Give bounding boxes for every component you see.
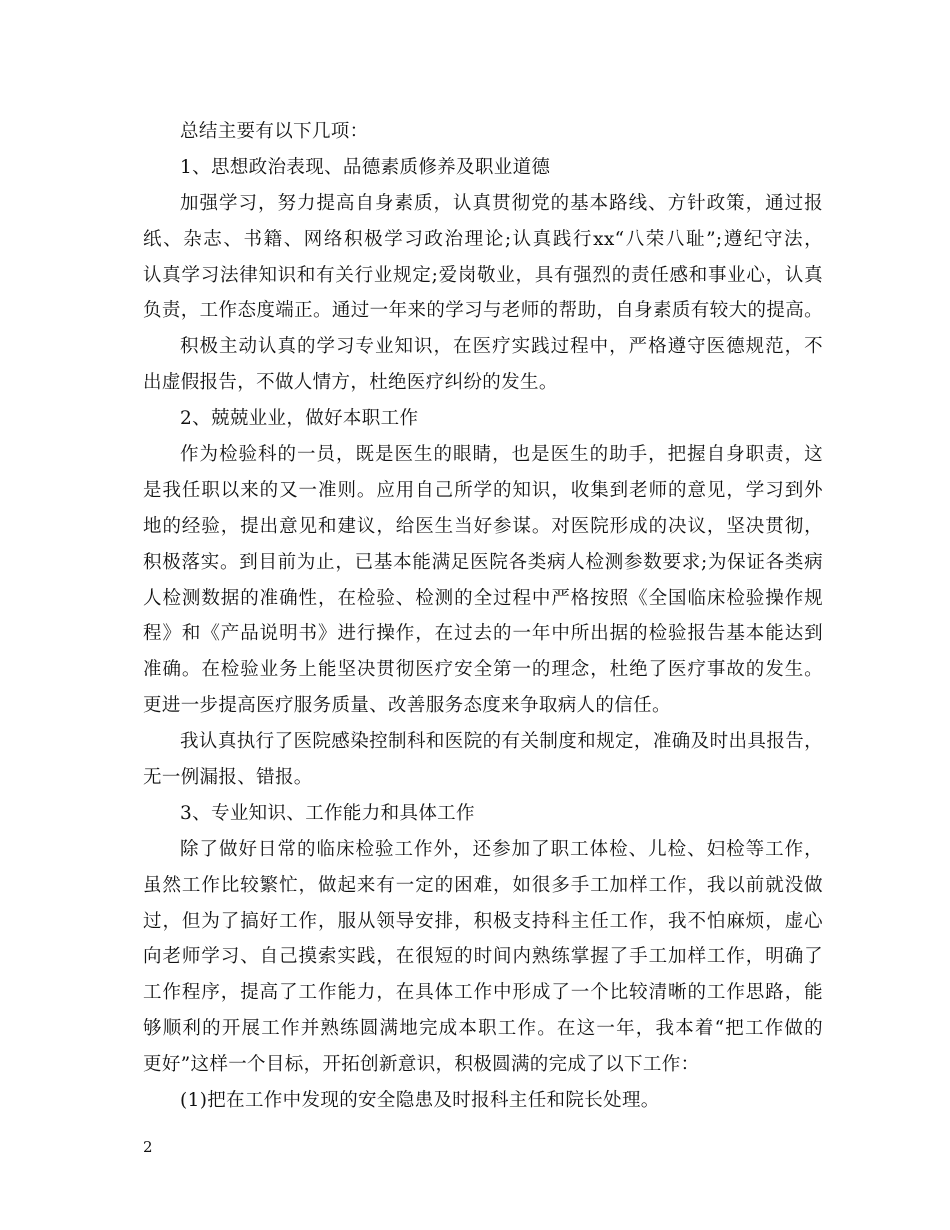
paragraph-line: 虽然工作比较繁忙，做起来有一定的困难，如很多手工加样工作，我以前就没做 [143,874,823,896]
paragraph-line: 除了做好日常的临床检验工作外，还参加了职工体检、儿检、妇检等工作， [180,838,823,860]
section-heading-1: 1、思想政治表现、品德素质修养及职业道德 [180,156,551,178]
paragraph-line: 无一例漏报、错报。 [143,767,313,789]
paragraph-line: 够顺利的开展工作并熟练圆满地完成本职工作。在这一年，我本着“把工作做的 [143,1018,823,1040]
paragraph-line: 准确。在检验业务上能坚决贯彻医疗安全第一的理念，杜绝了医疗事故的发生。 [143,659,823,681]
paragraph-line: 积极落实。到目前为止，已基本能满足医院各类病人检测参数要求;为保证各类病 [143,551,823,573]
paragraph-line: 人检测数据的准确性，在检验、检测的全过程中严格按照《全国临床检验操作规 [143,587,823,609]
paragraph-line: 地的经验，提出意见和建议，给医生当好参谋。对医院形成的决议，坚决贯彻， [143,515,823,537]
paragraph-line: 更进一步提高医疗服务质量、改善服务态度来争取病人的信任。 [143,695,671,717]
summary-intro-line: 总结主要有以下几项： [180,121,369,142]
paragraph-line: 程》和《产品说明书》进行操作，在过去的一年中所出据的检验报告基本能达到 [143,623,823,645]
document-body [143,114,823,1119]
paragraph-line: 积极主动认真的学习专业知识，在医疗实践过程中，严格遵守医德规范，不 [180,336,823,358]
paragraph-line: 更好”这样一个目标，开拓创新意识，积极圆满的完成了以下工作： [143,1054,700,1076]
paragraph-line: 向老师学习、自己摸索实践，在很短的时间内熟练掌握了手工加样工作，明确了 [143,946,823,968]
list-item: (1)把在工作中发现的安全隐患及时报科主任和院长处理。 [180,1090,660,1112]
paragraph-line: 认真学习法律知识和有关行业规定;爱岗敬业，具有强烈的责任感和事业心，认真 [143,264,823,286]
paragraph-line: 工作程序，提高了工作能力，在具体工作中形成了一个比较清晰的工作思路，能 [143,982,823,1004]
paragraph-line: 是我任职以来的又一准则。应用自己所学的知识，收集到老师的意见，学习到外 [143,479,823,501]
paragraph-line: 我认真执行了医院感染控制科和医院的有关制度和规定，准确及时出具报告， [180,731,823,753]
page-number: 2 [143,1138,153,1156]
section-heading-3: 3、专业知识、工作能力和具体工作 [180,802,475,824]
paragraph-line: 纸、杂志、书籍、网络积极学习政治理论;认真践行xx“八荣八耻”;遵纪守法， [143,228,823,250]
section-heading-2: 2、兢兢业业，做好本职工作 [180,408,419,430]
paragraph-line: 负责，工作态度端正。通过一年来的学习与老师的帮助，自身素质有较大的提高。 [143,300,823,322]
paragraph-line: 出虚假报告，不做人情方，杜绝医疗纠纷的发生。 [143,372,558,394]
paragraph-line: 加强学习，努力提高自身素质，认真贯彻党的基本路线、方针政策，通过报 [180,192,823,214]
paragraph-line: 作为检验科的一员，既是医生的眼睛，也是医生的助手，把握自身职责，这 [180,444,823,466]
paragraph-line: 过，但为了搞好工作，服从领导安排，积极支持科主任工作，我不怕麻烦，虚心 [143,910,823,932]
